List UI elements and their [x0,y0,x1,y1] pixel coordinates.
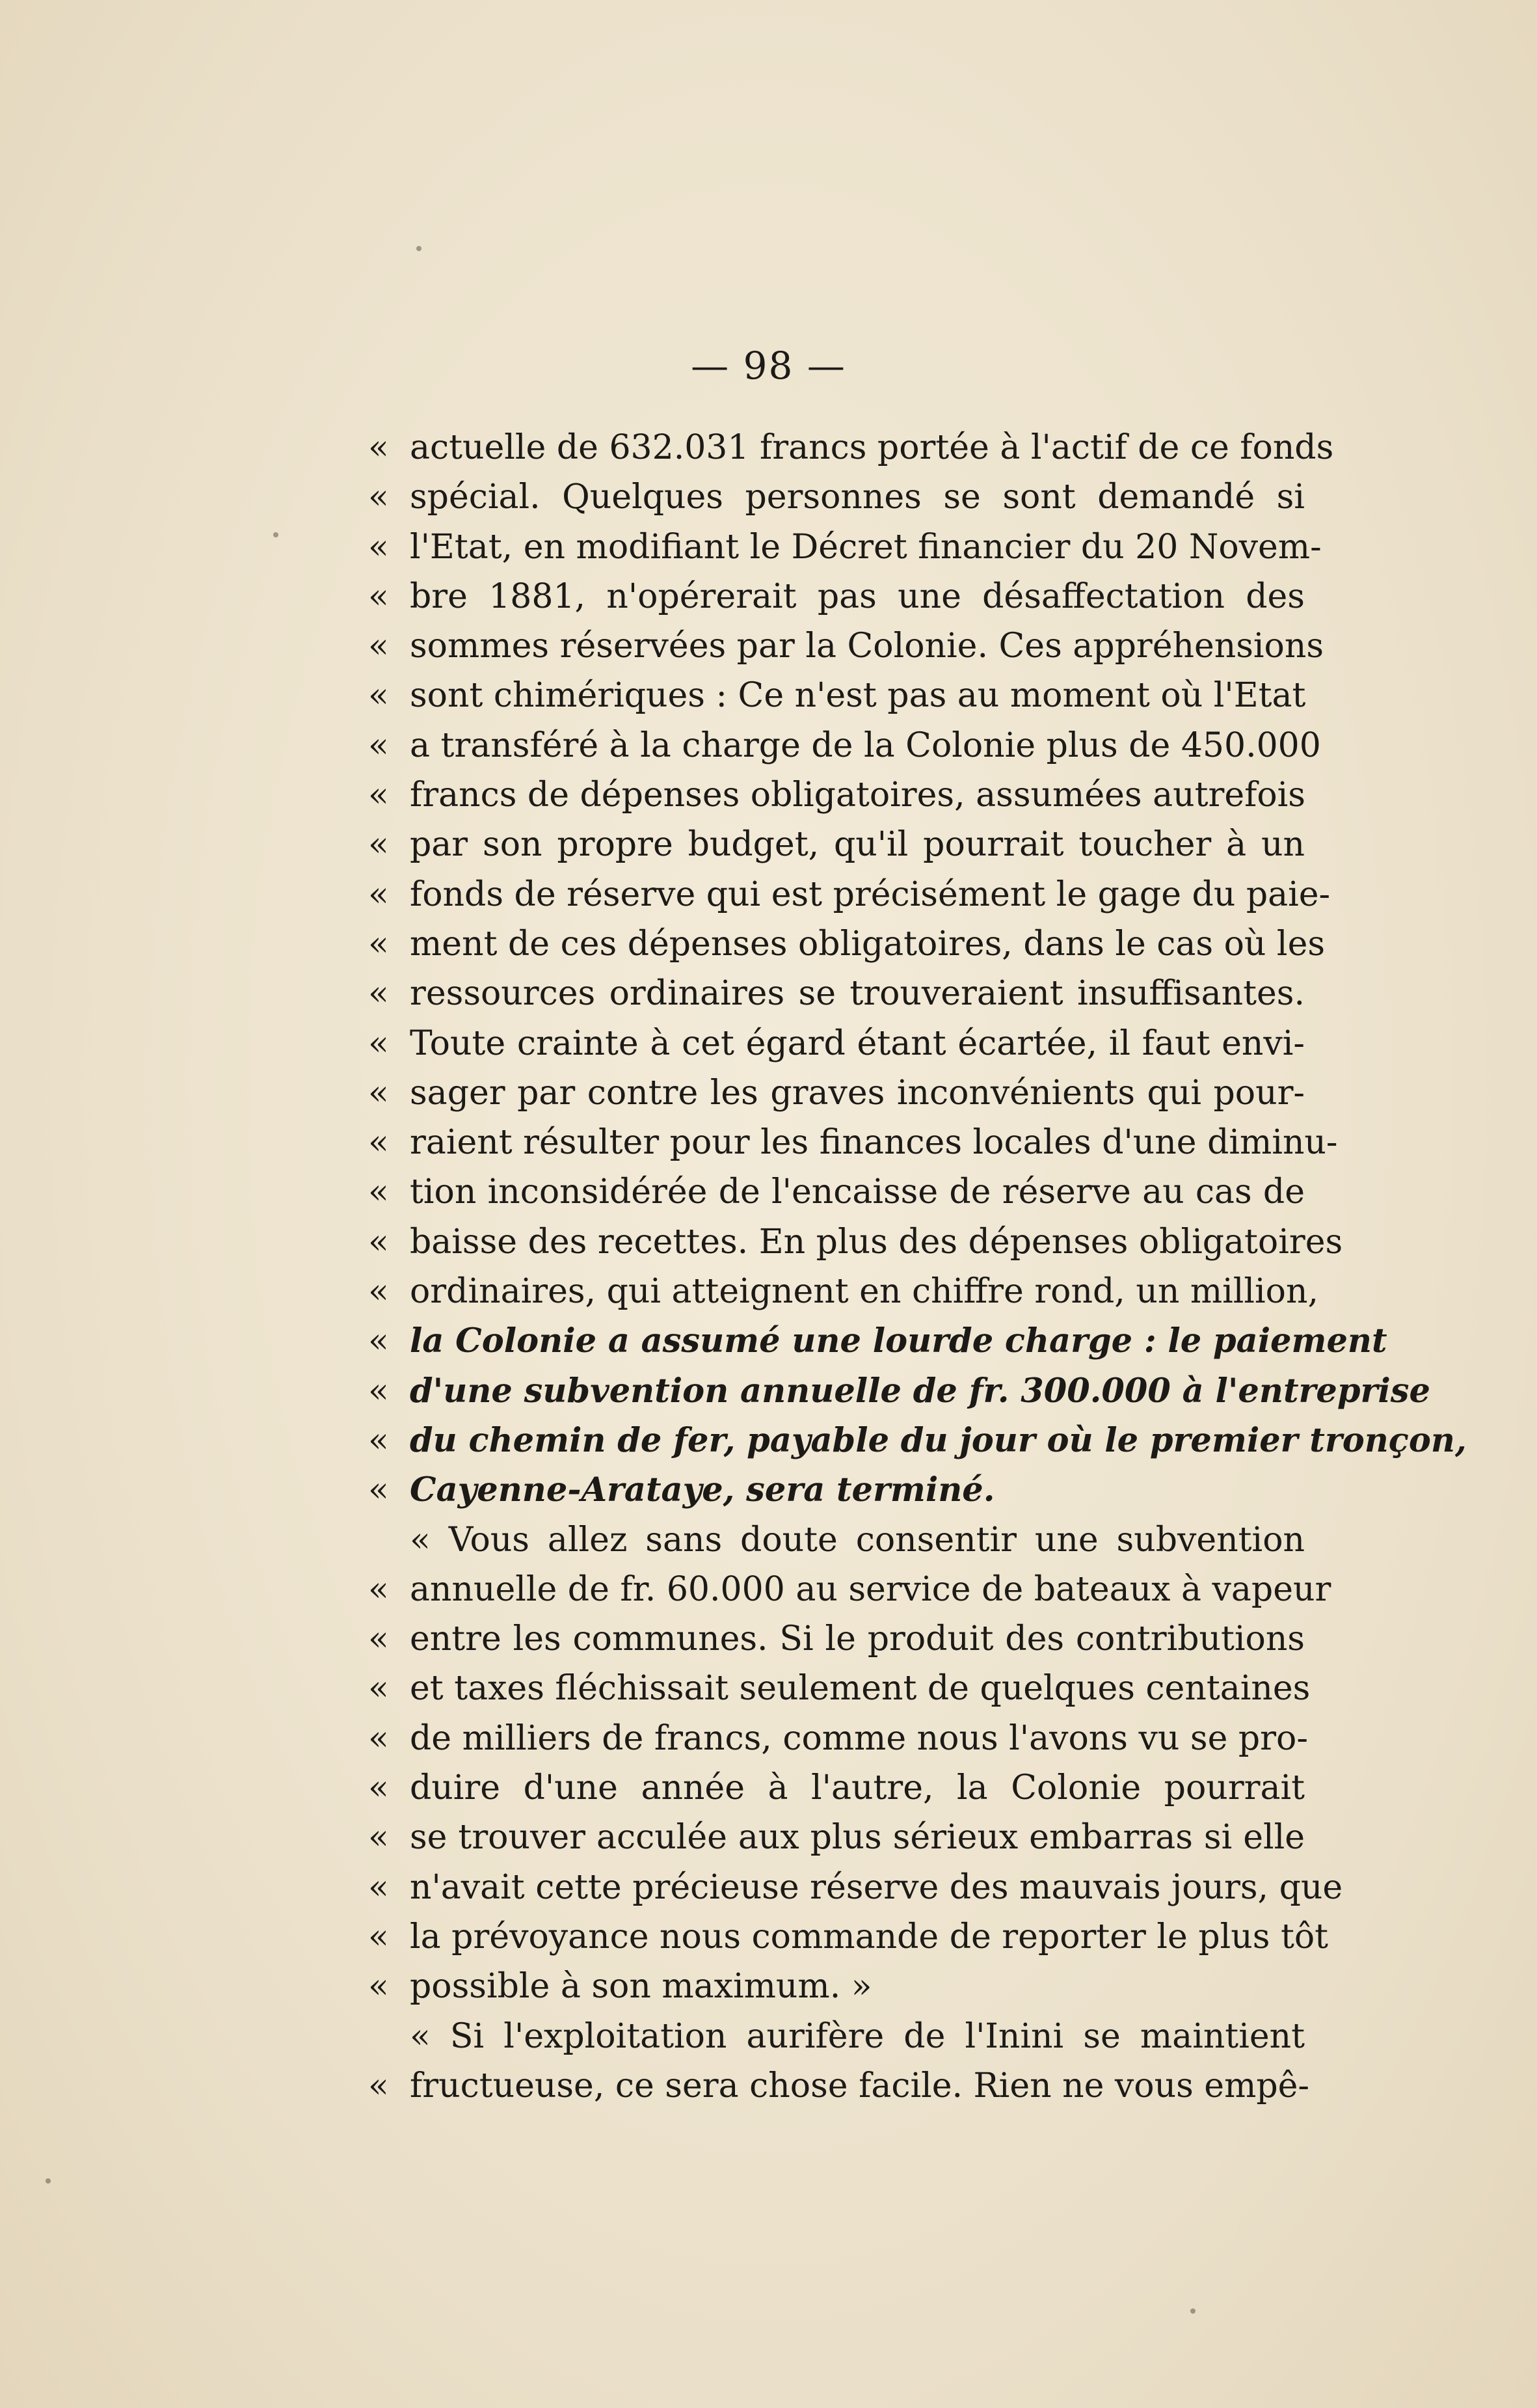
guillemet-mark: « [368,1321,389,1361]
text-line [368,1763,1305,1813]
line-text: tion inconsidérée de l'encaisse de réserve au cas de [410,1172,1305,1212]
guillemet-mark: « [368,1967,389,2007]
line-text: possible à son maximum. » [410,1967,872,2007]
guillemet-mark: « [368,1768,389,1808]
text-line [368,721,1321,770]
line-text: se trouver acculée aux plus sérieux embarras si elle [410,1818,1305,1858]
guillemet-mark: « [368,1470,389,1510]
guillemet-mark: « [368,1222,389,1262]
guillemet-mark: « [368,924,389,964]
line-text: et taxes fléchissait seulement de quelques centaines [410,1669,1311,1709]
line-text: Toute crainte à cet égard étant écartée, il faut envi- [410,1023,1305,1063]
guillemet-mark: « [368,478,389,517]
text-line [368,1068,1305,1118]
line-text: ressources ordinaires se trouveraient insuffisantes. [410,974,1305,1014]
line-text: spécial. Quelques personnes se sont demandé si [410,478,1305,517]
text-line [368,522,1322,572]
paper-speck [1190,2308,1196,2314]
guillemet-mark: « [368,1172,389,1212]
guillemet-mark: « [368,1669,389,1709]
guillemet-mark: « [368,1569,389,1609]
text-line [368,1565,1331,1614]
body-text [368,423,1467,2111]
text-line [368,423,1334,472]
text-line [368,621,1324,671]
text-line [368,1515,1305,1565]
guillemet-mark: « [368,1123,389,1163]
guillemet-mark: « [368,725,389,765]
line-text: annuelle de fr. 60.000 au service de bateaux à vapeur [410,1569,1331,1609]
text-line [368,572,1305,621]
line-text: duire d'une année à l'autre, la Colonie pourrait [410,1768,1305,1808]
text-line [368,1118,1338,1167]
guillemet-mark: « [368,1420,389,1460]
guillemet-mark: « [368,1867,389,1907]
line-text: sont chimériques : Ce n'est pas au moment où l'Etat [410,676,1306,716]
line-text: la prévoyance nous commande de reporter le plus tôt [410,1917,1329,1956]
guillemet-mark: « [368,1023,389,1063]
text-line [368,1614,1305,1664]
paper-speck [273,532,278,537]
line-text: Cayenne-Arataye, sera terminé. [410,1470,995,1510]
line-text: a transféré à la charge de la Colonie plus de 450.000 [410,725,1321,765]
text-line [368,472,1305,522]
guillemet-mark: « [368,527,389,567]
guillemet-mark: « [368,428,389,467]
guillemet-mark: « [368,1818,389,1858]
line-text: n'avait cette précieuse réserve des mauvais jours, que [410,1867,1343,1907]
guillemet-mark: « [368,1619,389,1659]
text-line [368,919,1326,969]
guillemet-mark: « [368,1917,389,1956]
text-line [368,1664,1311,1713]
text-line [368,2061,1310,2111]
line-text: fonds de réserve qui est précisément le gage du paie- [410,874,1331,914]
page-number: — 98 — [691,344,846,388]
line-text: ment de ces dépenses obligatoires, dans le cas où les [410,924,1326,964]
line-text: ordinaires, qui atteignent en chiffre rond, un million, [410,1272,1318,1312]
text-line [368,671,1305,720]
line-text: « Vous allez sans doute consentir une subvention [410,1520,1305,1560]
guillemet-mark: « [368,2066,389,2105]
text-line [368,1962,1305,2011]
line-text: de milliers de francs, comme nous l'avons vu se pro- [410,1718,1308,1758]
line-text: d'une subvention annuelle de fr. 300.000 à l'entreprise [410,1371,1430,1411]
text-line [368,1863,1343,1912]
line-text: par son propre budget, qu'il pourrait toucher à un [410,825,1305,865]
text-line-italic [368,1366,1430,1416]
text-line-italic [368,1316,1387,1366]
line-text: « Si l'exploitation aurifère de l'Inini se maintient [410,2016,1305,2056]
guillemet-mark: « [368,825,389,865]
guillemet-mark: « [368,1371,389,1411]
text-line [368,1714,1308,1763]
guillemet-mark: « [368,576,389,616]
text-line [368,969,1305,1018]
text-line [368,1217,1343,1267]
guillemet-mark: « [368,627,389,666]
text-line [368,1912,1329,1962]
text-line [368,770,1305,820]
line-text: francs de dépenses obligatoires, assumées autrefois [410,776,1305,815]
line-text: sommes réservées par la Colonie. Ces appréhensions [410,627,1324,666]
line-text: du chemin de fer, payable du jour où le premier tronçon, [410,1420,1467,1460]
line-text: actuelle de 632.031 francs portée à l'actif de ce fonds [410,428,1334,467]
guillemet-mark: « [368,874,389,914]
line-text: bre 1881, n'opérerait pas une désaffectation des [410,576,1305,616]
guillemet-mark: « [368,1073,389,1113]
text-line [368,1167,1305,1217]
paper-speck [46,2178,51,2184]
guillemet-mark: « [368,1272,389,1312]
text-line [368,2012,1305,2061]
line-text: l'Etat, en modifiant le Décret financier du 20 Novem- [410,527,1322,567]
guillemet-mark: « [368,676,389,716]
guillemet-mark: « [368,974,389,1014]
text-line [368,820,1305,869]
text-line [368,870,1331,919]
guillemet-mark: « [368,776,389,815]
text-line-italic [368,1465,1305,1515]
line-text: entre les communes. Si le produit des contributions [410,1619,1305,1659]
line-text: sager par contre les graves inconvénients qui pour- [410,1073,1305,1113]
text-line [368,1267,1318,1316]
line-text: baisse des recettes. En plus des dépenses obligatoires [410,1222,1343,1262]
guillemet-mark: « [368,1718,389,1758]
text-line-italic [368,1416,1467,1465]
line-text: la Colonie a assumé une lourde charge : le paiement [410,1321,1387,1361]
paper-speck [416,246,421,251]
text-line [368,1813,1305,1862]
line-text: raient résulter pour les finances locales d'une diminu- [410,1123,1338,1163]
line-text: fructueuse, ce sera chose facile. Rien ne vous empê- [410,2066,1310,2105]
text-line [368,1019,1305,1068]
